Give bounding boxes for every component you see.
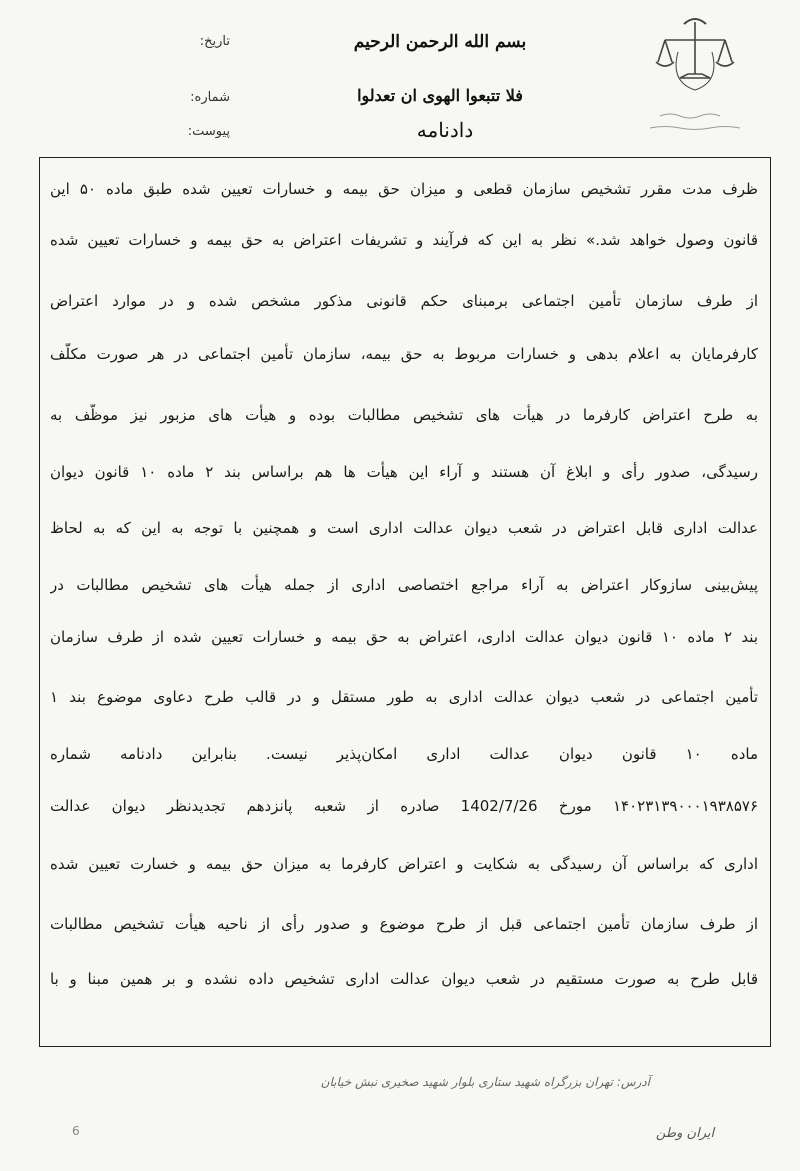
- body-line: عدالت اداری قابل اعتراض در شعب دیوان عدالت اداری است و همچنین با توجه به این که به لحاظ: [50, 519, 758, 537]
- basmala: بسم الله الرحمن الرحیم: [353, 32, 527, 52]
- quran-verse: فلا تتبعوا الهوی ان تعدلوا: [357, 86, 523, 105]
- body-line: به طرح اعتراض کارفرما در هیأت های تشخیص مطالبات بوده و هیأت های مزبور نیز موظّف به: [50, 406, 758, 424]
- body-line: از طرف سازمان تأمین اجتماعی برمبنای حکم قانونی مذکور مشخص شده و در موارد اعتراض: [50, 292, 758, 310]
- body-line: کارفرمایان به اعلام بدهی و خسارات مربوط به حق بیمه، سازمان تأمین اجتماعی در هر صورت مکلّف: [50, 345, 758, 363]
- body-line: از طرف سازمان تأمین اجتماعی قبل از طرح موضوع و صدور رأی از ناحیه هیأت تشخیص مطالبات: [50, 915, 758, 933]
- number-label: شماره:: [190, 90, 230, 105]
- body-line: قابل طرح به صورت مستقیم در شعب دیوان عدالت اداری تشخیص داده نشده و بر همین مبنا و با: [50, 970, 758, 988]
- emblem-caption-scribble: [640, 108, 750, 138]
- judiciary-emblem: [640, 12, 750, 107]
- body-line: قانون وصول خواهد شد.» نظر به این که فرآیند و تشریفات اعتراض به حق بیمه و خسارات تعیین شده: [50, 231, 758, 249]
- body-line: ماده ۱۰ قانون دیوان عدالت اداری امکان‌پذیر نیست. بنابراین دادنامه شماره: [50, 745, 758, 763]
- scales-of-justice-icon: [640, 12, 750, 107]
- body-line: ظرف مدت مقرر تشخیص سازمان قطعی و میزان حق بیمه و خسارات تعیین شده طبق ماده ۵۰ این: [50, 180, 758, 198]
- footer-address: آدرس: تهران بزرگراه شهید ستاری بلوار شهید صخیری نبش خیابان: [320, 1075, 650, 1089]
- document-title: دادنامه: [416, 118, 474, 142]
- emblem-caption-area: [640, 108, 750, 138]
- page-number: 6: [72, 1124, 80, 1138]
- body-line: اداری که براساس آن رسیدگی به شکایت و اعتراض کارفرما به میزان حق بیمه و خسارت تعیین شده: [50, 855, 758, 873]
- body-line: تأمین اجتماعی در شعب دیوان عدالت اداری به طور مستقل و در قالب طرح دعاوی موضوع بند ۱: [50, 688, 758, 706]
- date-label: تاریخ:: [199, 34, 230, 49]
- attachment-label: پیوست:: [187, 124, 230, 139]
- body-line: پیش‌بینی سازوکار اعتراض به آراء مراجع اختصاصی اداری از جمله هیأت های تشخیص مطالبات در: [50, 576, 758, 594]
- body-line: بند ۲ ماده ۱۰ قانون دیوان عدالت اداری، اعتراض به حق بیمه و خسارات تعیین شده از طرف سازمان: [50, 628, 758, 646]
- body-line: ۱۴۰۲۳۱۳۹۰۰۰۱۹۳۸۵۷۶ مورخ 1402/7/26 صادره از شعبه پانزدهم تجدیدنظر دیوان عدالت: [50, 797, 758, 815]
- body-line: رسیدگی، صدور رأی و ابلاغ آن هستند و آراء این هیأت ها هم براساس بند ۲ ماده ۱۰ قانون دیوان: [50, 463, 758, 481]
- footer-signature: ایران وطن: [655, 1126, 715, 1141]
